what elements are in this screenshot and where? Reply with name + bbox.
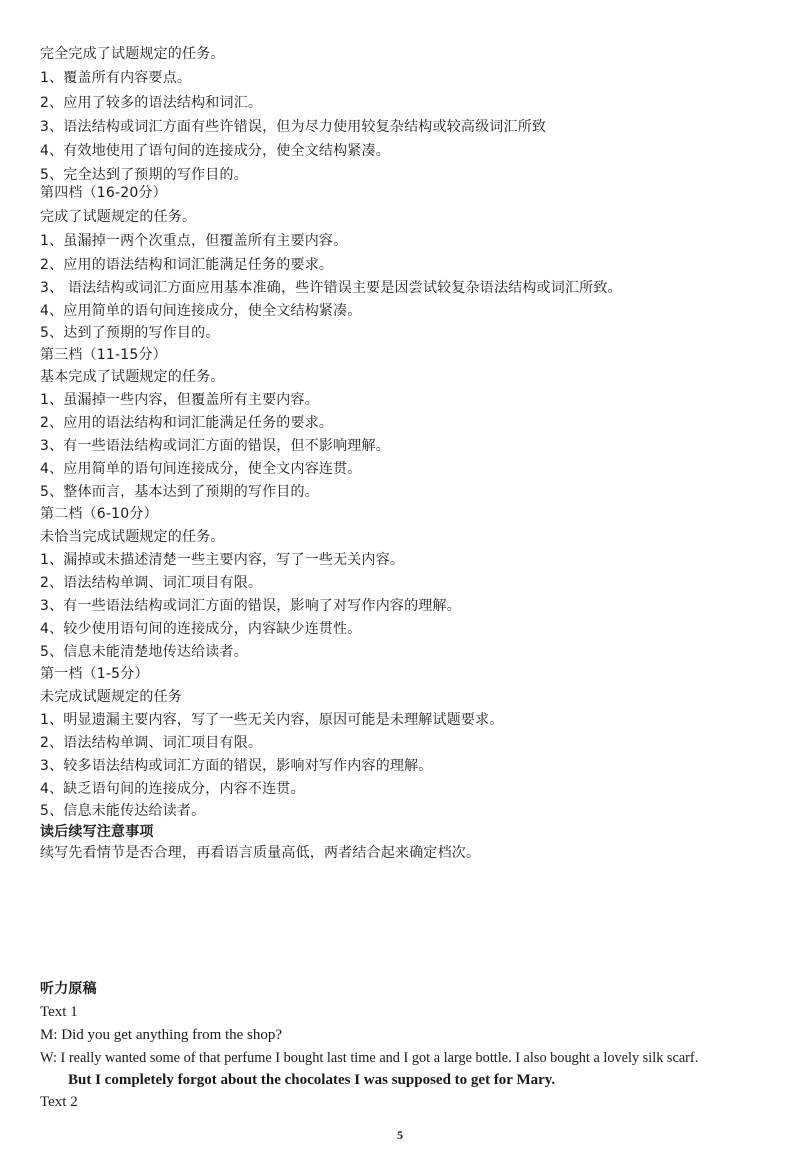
tier5-item-5: 5、完全达到了预期的写作目的。 xyxy=(40,167,248,183)
tier4-summary: 完成了试题规定的任务。 xyxy=(40,209,197,225)
tier4-item-3: 3、 语法结构或词汇方面应用基本准确，些许错误主要是因尝试较复杂语法结构或词汇所致。 xyxy=(40,280,622,296)
tier4-item-2: 2、应用的语法结构和词汇能满足任务的要求。 xyxy=(40,257,334,273)
continuation-heading: 读后续写注意事项 xyxy=(40,824,154,840)
tier4-item-5: 5、达到了预期的写作目的。 xyxy=(40,325,220,341)
tier4-heading: 第四档（16-20分） xyxy=(40,185,167,201)
tier2-item-3: 3、有一些语法结构或词汇方面的错误，影响了对写作内容的理解。 xyxy=(40,598,461,614)
tier2-item-1: 1、漏掉或未描述清楚一些主要内容，写了一些无关内容。 xyxy=(40,552,405,568)
tier3-item-3: 3、有一些语法结构或词汇方面的错误，但不影响理解。 xyxy=(40,438,390,454)
tier1-item-1: 1、明显遗漏主要内容，写了一些无关内容，原因可能是未理解试题要求。 xyxy=(40,712,504,728)
tier5-item-4: 4、有效地使用了语句间的连接成分，使全文结构紧凑。 xyxy=(40,143,390,159)
listening-heading: 听力原稿 xyxy=(40,981,97,997)
tier2-summary: 未恰当完成试题规定的任务。 xyxy=(40,529,225,545)
text1-line-1: M: Did you get anything from the shop? xyxy=(40,1027,283,1043)
tier4-item-1: 1、虽漏掉一两个次重点，但覆盖所有主要内容。 xyxy=(40,233,348,249)
tier3-item-4: 4、应用简单的语句间连接成分，使全文内容连贯。 xyxy=(40,461,362,477)
continuation-note: 续写先看情节是否合理，再看语言质量高低，两者结合起来确定档次。 xyxy=(40,845,481,861)
text2-label: Text 2 xyxy=(40,1094,78,1110)
text1-line-2: W: I really wanted some of that perfume I bought last time and I got a large bottle. I also bought a lovely silk scarf. xyxy=(40,1050,699,1066)
tier2-item-5: 5、信息未能清楚地传达给读者。 xyxy=(40,644,248,660)
page-number: 5 xyxy=(397,1128,403,1142)
tier3-item-5: 5、整体而言，基本达到了预期的写作目的。 xyxy=(40,484,319,500)
tier5-item-3: 3、语法结构或词汇方面有些许错误，但为尽力使用较复杂结构或较高级词汇所致 xyxy=(40,119,547,135)
tier1-item-2: 2、语法结构单调、词汇项目有限。 xyxy=(40,735,263,751)
tier1-item-3: 3、较多语法结构或词汇方面的错误，影响对写作内容的理解。 xyxy=(40,758,433,774)
tier5-item-1: 1、覆盖所有内容要点。 xyxy=(40,70,192,86)
tier1-item-5: 5、信息未能传达给读者。 xyxy=(40,803,206,819)
tier2-item-2: 2、语法结构单调、词汇项目有限。 xyxy=(40,575,263,591)
tier1-summary: 未完成试题规定的任务 xyxy=(40,689,182,705)
tier2-item-4: 4、较少使用语句间的连接成分，内容缺少连贯性。 xyxy=(40,621,362,637)
tier3-summary: 基本完成了试题规定的任务。 xyxy=(40,369,225,385)
tier3-heading: 第三档（11-15分） xyxy=(40,347,167,363)
tier3-item-2: 2、应用的语法结构和词汇能满足任务的要求。 xyxy=(40,415,334,431)
tier4-item-4: 4、应用简单的语句间连接成分，使全文结构紧凑。 xyxy=(40,303,362,319)
text1-line-3: But I completely forgot about the chocolates I was supposed to get for Mary. xyxy=(68,1072,556,1088)
tier1-item-4: 4、缺乏语句间的连接成分，内容不连贯。 xyxy=(40,781,305,797)
text1-label: Text 1 xyxy=(40,1004,78,1020)
tier2-heading: 第二档（6-10分） xyxy=(40,506,158,522)
tier1-heading: 第一档（1-5分） xyxy=(40,666,149,682)
tier5-item-2: 2、应用了较多的语法结构和词汇。 xyxy=(40,95,263,111)
tier5-summary: 完全完成了试题规定的任务。 xyxy=(40,46,225,62)
tier3-item-1: 1、虽漏掉一些内容，但覆盖所有主要内容。 xyxy=(40,392,319,408)
